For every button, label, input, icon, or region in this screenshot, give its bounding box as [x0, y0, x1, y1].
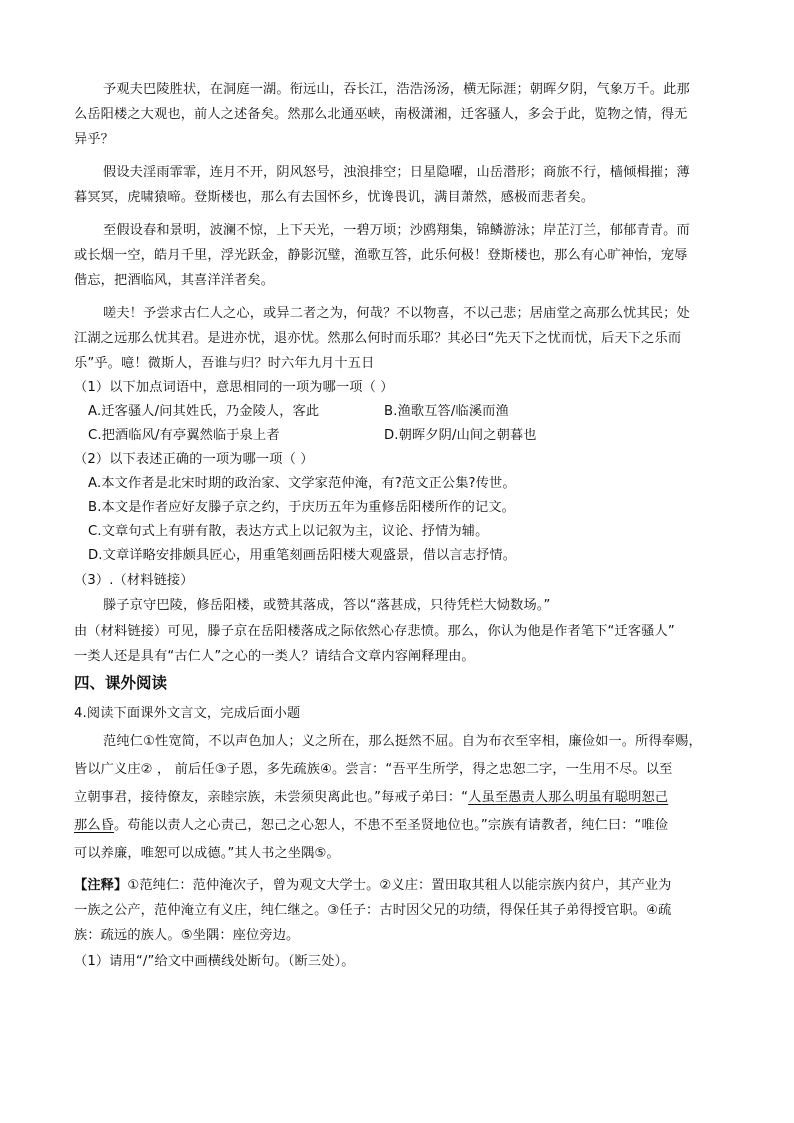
passage-line4-text: 。苟能以责人之心责己，恕己之心恕人，不患不至圣贤地位也。”宗族有请教者，纯仁曰：“唯俭	[114, 818, 669, 833]
notes-line2: 一族之公产，范仲淹立有义庄，纯仁继之。③任子：古时因父兄的功绩，得保任其子弟得授官职。④疏	[74, 903, 672, 918]
para2-line1: 假设夫淫雨霏霏，连月不开，阴风怒号，浊浪排空；日星隐曜，山岳潜形；商旅不行，樯倾楫摧；薄	[103, 165, 690, 180]
q2-option-a: A.本文作者是北宋时期的政治家、文学家范仲淹，有?范文正公集?传世。	[88, 476, 516, 491]
q1-option-c: C.把酒临风/有亭翼然临于泉上者	[88, 428, 280, 443]
passage-line1: 范纯仁①性宽简，不以声色加人；义之所在，那么挺然不屈。自为布衣至宰相，廉俭如一。所得奉赐，	[103, 734, 702, 749]
q2-option-d: D.文章详略安排颇具匠心，用重笔刻画岳阳楼大观盛景，借以言志抒情。	[88, 548, 517, 563]
q3-material: 滕子京守巴陵，修岳阳楼，或赞其落成，答以“落甚成，只待凭栏大恸数场。”	[103, 598, 551, 613]
q3-prompt-line2: 一类人还是具有“古仁人”之心的一类人？请结合文章内容阐释理由。	[74, 649, 475, 664]
para3-line3: 偕忘，把酒临风，其喜洋洋者矣。	[74, 273, 275, 288]
q1-option-d: D.朝晖夕阴/山间之朝暮也	[384, 428, 537, 443]
underlined-sentence-part1: 人虽至愚责人那么明虽有聪明恕己	[468, 790, 669, 805]
passage-line4	[74, 816, 724, 836]
passage-line3	[74, 788, 724, 808]
passage-line3-text: 立朝事君，接待僚友，亲睦宗族，未尝须臾离此也。”每戒子弟曰：“	[74, 790, 469, 805]
passage-line5: 可以养廉，唯恕可以成德。”其人书之坐隅⑤。	[74, 846, 340, 861]
question-2: （2）以下表述正确的一项为哪一项（ ）	[74, 452, 314, 467]
para1-line1: 予观夫巴陵胜状，在洞庭一湖。衔远山，吞长江，浩浩汤汤，横无际涯；朝晖夕阴，气象万千。此那	[103, 82, 690, 97]
para1-line2: 么岳阳楼之大观也，前人之述备矣。然那么北通巫峡，南极潇湘，迁客骚人，多会于此，览物之情，得无	[74, 107, 688, 122]
notes-line3: 族：疏远的族人。⑤坐隅：座位旁边。	[74, 928, 300, 943]
para4-line3: 乐”乎。噫！微斯人，吾谁与归？时六年九月十五日	[74, 356, 375, 371]
q1-option-a: A.迁客骚人/问其姓氏，乃金陵人，客此	[88, 404, 320, 419]
question-1: （1）以下加点词语中，意思相同的一项为哪一项（ ）	[74, 380, 394, 395]
underlined-sentence-part2: 那么昏	[74, 818, 115, 833]
section-instruction: 4.阅读下面课外文言文，完成后面小题	[74, 706, 301, 721]
section-heading: 四、课外阅读	[74, 674, 168, 692]
notes-line1	[74, 876, 724, 896]
q3-prompt-line1: 由（材料链接）可见，滕子京在岳阳楼落成之际依然心存悲愤。那么，你认为他是作者笔下“迁客骚人”	[74, 624, 675, 639]
para4-line2: 江湖之远那么忧其君。是进亦忧，退亦忧。然那么何时而乐耶？其必曰“先天下之忧而忧，后天下之乐而	[74, 331, 682, 346]
q1-option-b: B.渔歌互答/临溪而渔	[384, 404, 509, 419]
para4-line1: 嗟夫！予尝求古仁人之心，或异二者之为，何哉？不以物喜，不以己悲；居庙堂之高那么忧其民；处	[103, 306, 690, 321]
q2-option-b: B.本文是作者应好友滕子京之约，于庆历五年为重修岳阳楼所作的记文。	[88, 500, 515, 515]
notes-line1-text: ①范纯仁：范仲淹次子，曾为观文大学士。②义庄：置田取其租人以能宗族内贫户，其产业为	[127, 878, 672, 893]
question-3: （3）.（材料链接）	[74, 573, 194, 588]
notes-label: 【注释】	[74, 878, 128, 893]
para3-line2: 或长烟一空，皓月千里，浮光跃金，静影沉璧，渔歌互答，此乐何极！登斯楼也，那么有心旷神怡，宠辱	[74, 248, 688, 263]
q2-option-c: C.文章句式上有骈有散，表达方式上以记叙为主，议论、抒情为辅。	[88, 524, 489, 539]
para1-line3: 异乎？	[74, 132, 115, 147]
para3-line1: 至假设春和景明，波澜不惊，上下天光，一碧万顷；沙鸥翔集，锦鳞游泳；岸芷汀兰，郁郁青青。而	[103, 223, 690, 238]
section4-question-1: （1）请用“/”给文中画横线处断句。（断三处）。	[74, 954, 355, 969]
passage-line2: 皆以广义庄② ， 前后任③子恩，多先疏族④。尝言：“吾平生所学，得之忠恕二字，一生用不尽。以至	[74, 762, 673, 777]
para2-line2: 暮冥冥，虎啸猿啼。登斯楼也，那么有去国怀乡，忧谗畏讥，满目萧然，感极而悲者矣。	[74, 190, 595, 205]
